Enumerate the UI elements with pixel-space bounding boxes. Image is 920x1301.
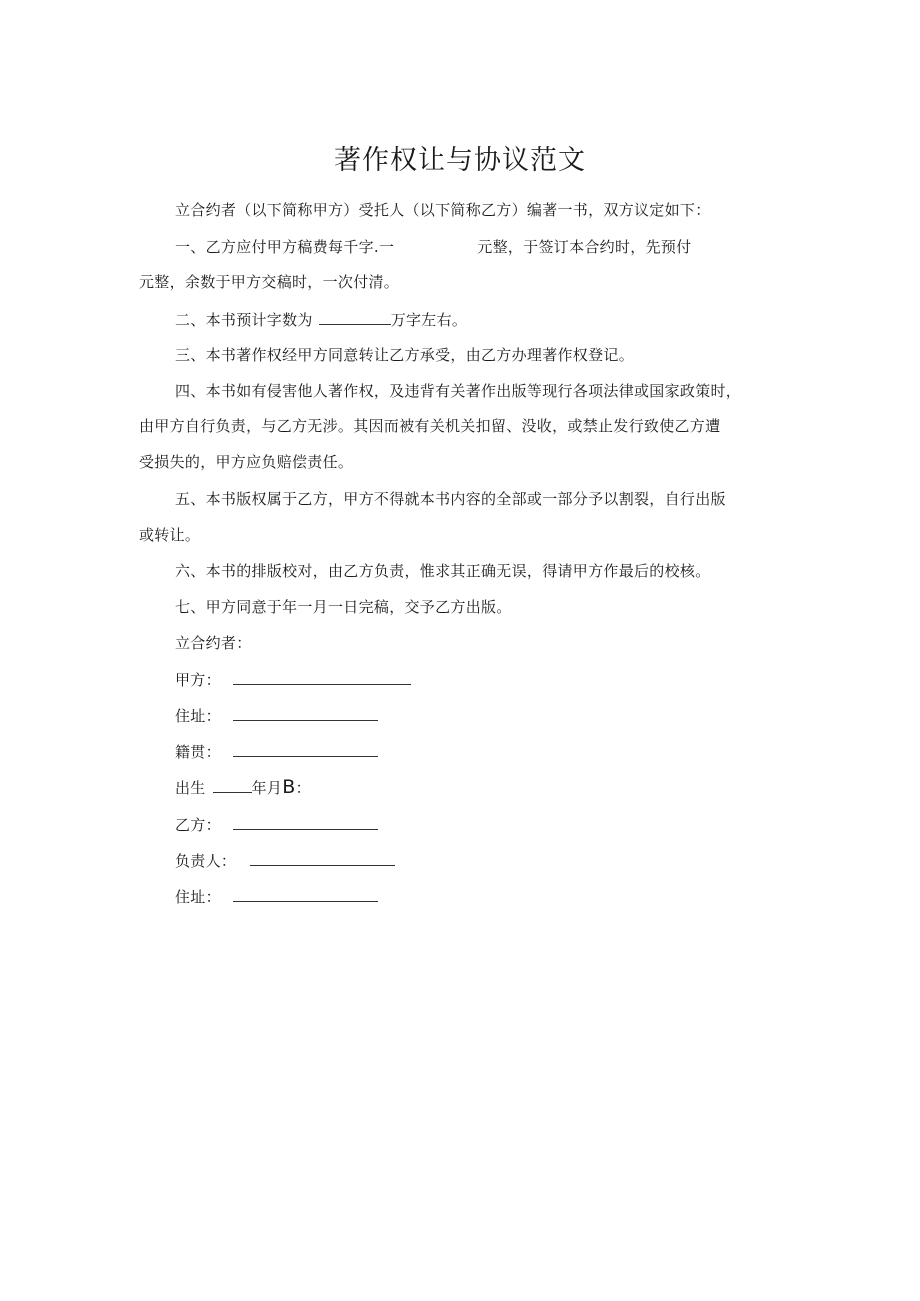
- origin-blank: [233, 741, 378, 757]
- party-a-blank: [233, 669, 411, 685]
- birth-prefix: 出生: [175, 779, 206, 797]
- clause-1-part-3: 元整，余数于甲方交稿时，一次付清。: [139, 273, 400, 291]
- party-b-row: [175, 814, 378, 835]
- clause-1-part-1: 一、乙方应付甲方稿费每千字.一: [175, 238, 395, 256]
- birth-colon: ：: [295, 779, 311, 797]
- responsible-blank: [250, 850, 395, 866]
- intro-paragraph: 立合约者（以下简称甲方）受托人（以下简称乙方）编著一书，双方议定如下：: [175, 201, 711, 219]
- clause-4-line-1: 四、本书如有侵害他人著作权，及违背有关著作出版等现行各项法律或国家政策时，: [175, 382, 742, 400]
- address-a-row: [175, 705, 378, 726]
- birth-row: [175, 777, 311, 798]
- address-b-label: 住址：: [175, 888, 221, 906]
- origin-label: 籍贯：: [175, 743, 221, 761]
- address-a-label: 住址：: [175, 707, 221, 725]
- party-a-label: 甲方：: [175, 671, 221, 689]
- document-title: 著作权让与协议范文: [334, 145, 586, 176]
- clause-4-line-3: 受损失的，甲方应负赔偿责任。: [139, 453, 354, 471]
- clause-2: [175, 309, 467, 330]
- party-b-blank: [233, 814, 378, 830]
- clause-1-part-2: 元整，于签订本合约时，先预付: [477, 238, 692, 256]
- clause-5-line-2: 或转让。: [139, 526, 201, 544]
- clause-3: 三、本书著作权经甲方同意转让乙方承受，由乙方办理著作权登记。: [175, 346, 635, 364]
- birth-b: B: [282, 776, 296, 798]
- birth-mid: 年月: [251, 779, 283, 797]
- clause-4-line-2: 由甲方自行负责，与乙方无涉。其因而被有关机关扣留、没收，或禁止发行致使乙方遭: [139, 417, 721, 435]
- word-count-blank: [319, 309, 391, 325]
- birth-year-blank: [213, 777, 252, 793]
- clause-2-suffix: 万字左右。: [390, 311, 468, 329]
- clause-5-line-1: 五、本书版权属于乙方，甲方不得就本书内容的全部或一部分予以割裂，自行出版: [175, 490, 726, 508]
- responsible-row: [175, 850, 395, 871]
- signatories-label: 立合约者：: [175, 634, 252, 652]
- address-a-blank: [233, 705, 378, 721]
- clause-6: 六、本书的排版校对，由乙方负责，惟求其正确无误，得请甲方作最后的校核。: [175, 562, 711, 580]
- origin-row: [175, 741, 378, 762]
- address-b-row: [175, 886, 378, 907]
- responsible-label: 负责人：: [175, 852, 237, 870]
- clause-7: 七、甲方同意于年一月一日完稿，交予乙方出版。: [175, 598, 512, 616]
- party-a-row: [175, 669, 411, 690]
- address-b-blank: [233, 886, 378, 902]
- clause-1-line-1: [175, 237, 691, 257]
- party-b-label: 乙方：: [175, 816, 221, 834]
- clause-2-prefix: 二、本书预计字数为: [175, 311, 313, 329]
